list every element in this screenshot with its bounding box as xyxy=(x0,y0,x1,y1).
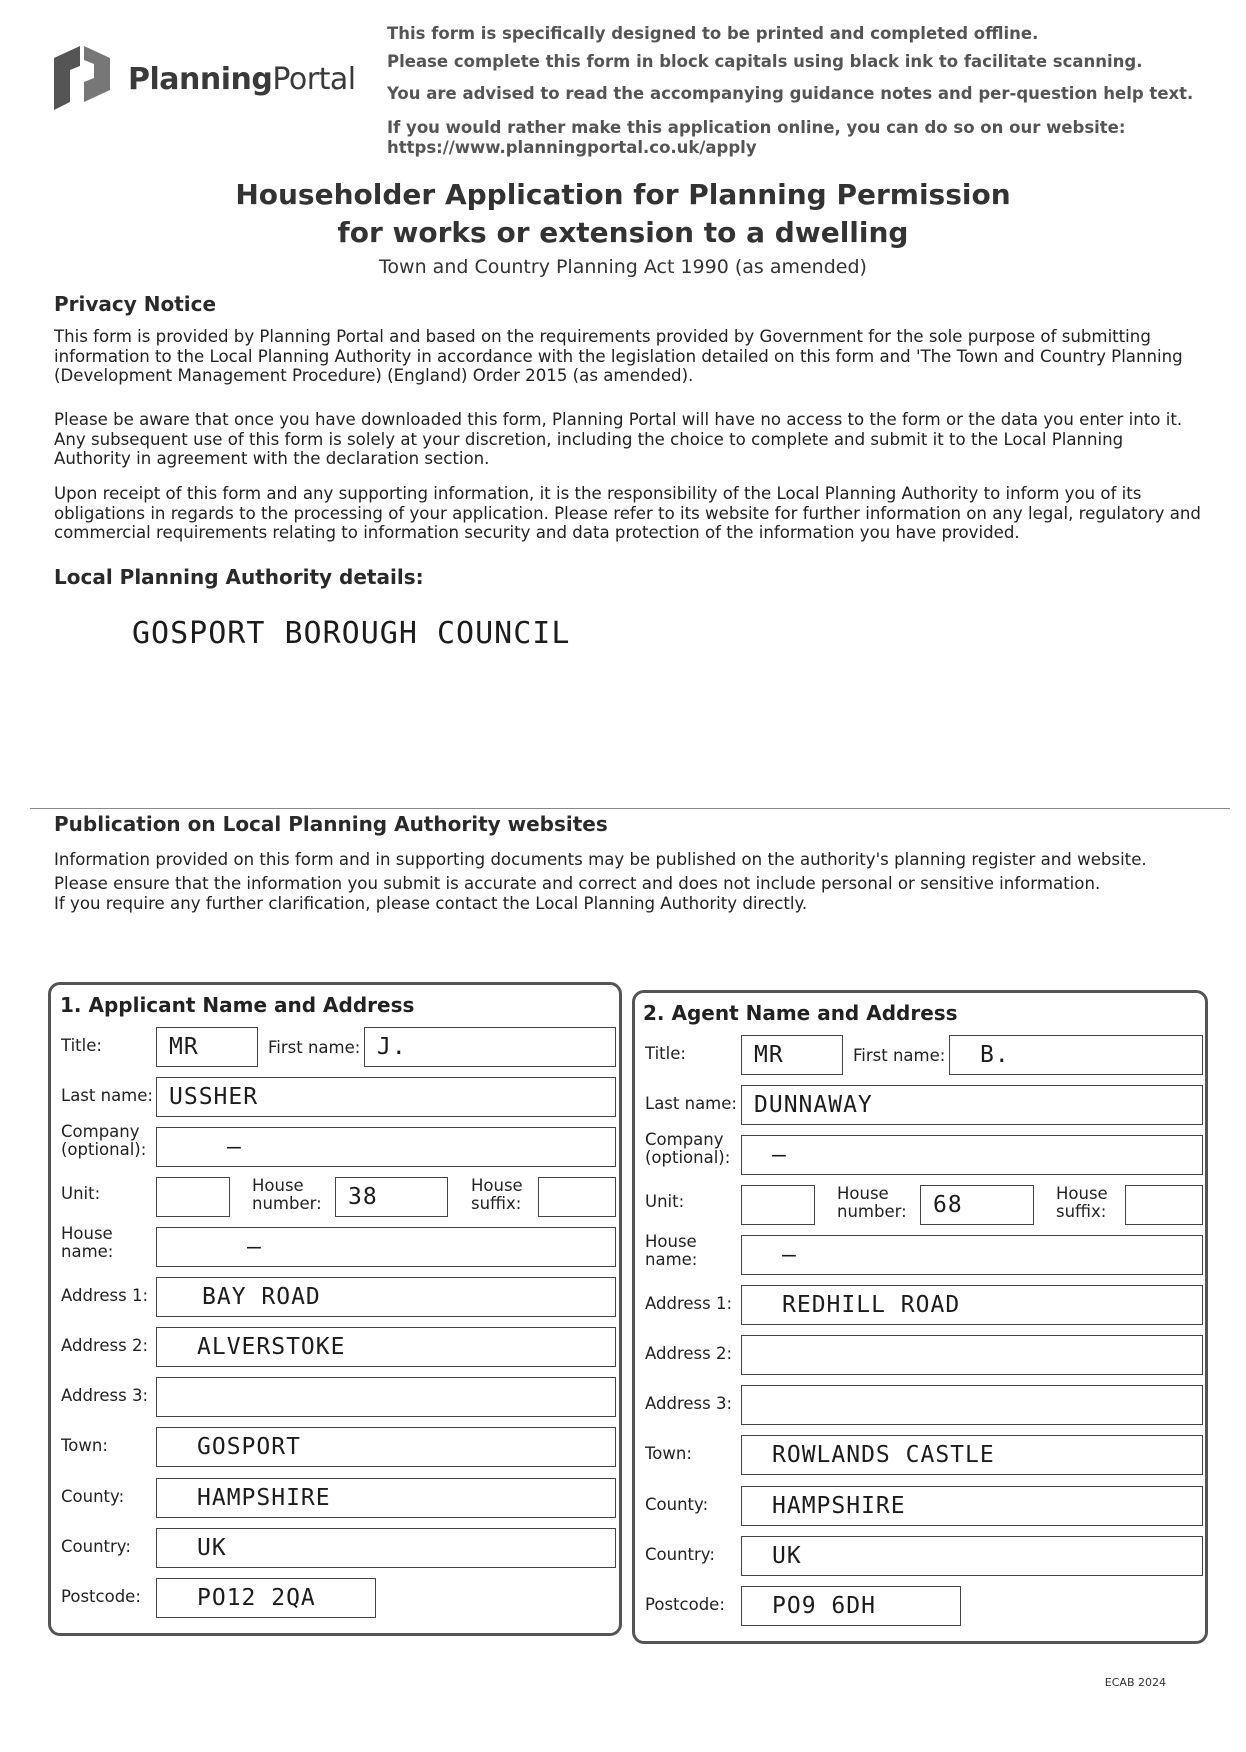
postcode-label: Postcode: xyxy=(61,1587,141,1606)
agent-address3-field[interactable] xyxy=(741,1385,1203,1425)
county-label: County: xyxy=(645,1495,709,1514)
lpa-heading: Local Planning Authority details: xyxy=(54,565,424,589)
guidance-note: You are advised to read the accompanying guidance notes and per-question help text. xyxy=(387,84,1194,103)
applicant-house-number-field[interactable]: 38 xyxy=(335,1177,448,1217)
house-suffix-label: House suffix: xyxy=(1056,1184,1108,1221)
lpa-value[interactable]: GOSPORT BOROUGH COUNCIL xyxy=(132,616,571,651)
first-name-label: First name: xyxy=(268,1038,361,1057)
privacy-paragraph-3: Upon receipt of this form and any supporting information, it is the responsibility of the Local Planning Authority to inform you of its obligations in regards to the processing of your application. Please refer to its website for further information on any legal, regulatory and commercial requirements relating to information security and data protection of the information you have provided. xyxy=(54,484,1201,542)
section-divider xyxy=(30,808,1230,809)
address1-label: Address 1: xyxy=(61,1286,149,1305)
form-title-line2: for works or extension to a dwelling xyxy=(337,216,909,249)
agent-first-name-field[interactable]: B. xyxy=(949,1035,1203,1075)
applicant-town-field[interactable]: GOSPORT xyxy=(156,1427,616,1467)
planning-portal-logo xyxy=(50,44,356,116)
agent-panel xyxy=(632,990,1208,1644)
agent-town-field[interactable]: ROWLANDS CASTLE xyxy=(741,1435,1203,1475)
address3-label: Address 3: xyxy=(61,1386,149,1405)
company-label: Company (optional): xyxy=(645,1130,731,1167)
online-note: If you would rather make this application online, you can do so on our website: xyxy=(387,118,1126,137)
house-suffix-label: House suffix: xyxy=(471,1176,523,1213)
act-subtitle: Town and Country Planning Act 1990 (as amended) xyxy=(379,256,867,278)
applicant-first-name-field[interactable]: J. xyxy=(364,1027,616,1067)
address2-label: Address 2: xyxy=(61,1336,149,1355)
address1-label: Address 1: xyxy=(645,1294,733,1313)
applicant-company-field[interactable]: — xyxy=(156,1127,616,1167)
agent-house-number-field[interactable]: 68 xyxy=(920,1185,1034,1225)
agent-heading: 2. Agent Name and Address xyxy=(643,1001,958,1025)
agent-company-field[interactable]: — xyxy=(741,1135,1203,1175)
agent-county-field[interactable]: HAMPSHIRE xyxy=(741,1486,1203,1526)
applicant-address2-field[interactable]: ALVERSTOKE xyxy=(156,1327,616,1367)
agent-postcode-field[interactable]: PO9 6DH xyxy=(741,1586,961,1626)
applicant-house-name-field[interactable]: — xyxy=(156,1227,616,1267)
applicant-house-suffix-field[interactable] xyxy=(538,1177,616,1217)
applicant-last-name-field[interactable]: USSHER xyxy=(156,1077,616,1117)
publication-heading: Publication on Local Planning Authority websites xyxy=(54,812,608,836)
offline-note: This form is specifically designed to be printed and completed offline. xyxy=(387,24,1039,43)
country-label: Country: xyxy=(645,1545,715,1564)
block-capitals-note: Please complete this form in block capitals using black ink to facilitate scanning. xyxy=(387,52,1143,71)
country-label: Country: xyxy=(61,1537,131,1556)
applicant-address3-field[interactable] xyxy=(156,1377,616,1417)
agent-country-field[interactable]: UK xyxy=(741,1536,1203,1576)
house-number-label: House number: xyxy=(252,1176,322,1213)
form-title-line1: Householder Application for Planning Permission xyxy=(235,178,1011,211)
address3-label: Address 3: xyxy=(645,1394,733,1413)
privacy-paragraph-1: This form is provided by Planning Portal and based on the requirements provided by Government for the sole purpose of submitting information to the Local Planning Authority in accordance with the legislation detailed on this form and 'The Town and Country Planning (Development Management Procedure) (England) Order 2015 (as amended). xyxy=(54,327,1183,385)
applicant-postcode-field[interactable]: PO12 2QA xyxy=(156,1578,376,1618)
last-name-label: Last name: xyxy=(61,1086,153,1105)
applicant-unit-field[interactable] xyxy=(156,1177,230,1217)
company-label: Company (optional): xyxy=(61,1122,147,1159)
applicant-heading: 1. Applicant Name and Address xyxy=(60,993,415,1017)
logo-wordmark: PlanningPortal xyxy=(128,62,356,97)
privacy-paragraph-2: Please be aware that once you have downloaded this form, Planning Portal will have no access to the form or the data you enter into it. Any subsequent use of this form is solely at your discretion, including the choice to complete and submit it to the Local Planning Authority in agreement with the declaration section. xyxy=(54,410,1183,468)
address2-label: Address 2: xyxy=(645,1344,733,1363)
postcode-label: Postcode: xyxy=(645,1595,725,1614)
house-number-label: House number: xyxy=(837,1184,907,1221)
privacy-heading: Privacy Notice xyxy=(54,292,217,316)
title-label: Title: xyxy=(61,1036,102,1055)
form-code: ECAB 2024 xyxy=(1104,1676,1166,1689)
agent-house-suffix-field[interactable] xyxy=(1125,1185,1203,1225)
town-label: Town: xyxy=(645,1444,692,1463)
apply-url: https://www.planningportal.co.uk/apply xyxy=(387,138,757,157)
applicant-panel xyxy=(48,982,622,1636)
last-name-label: Last name: xyxy=(645,1094,737,1113)
applicant-address1-field[interactable]: BAY ROAD xyxy=(156,1277,616,1317)
house-name-label: House name: xyxy=(61,1224,114,1261)
agent-address2-field[interactable] xyxy=(741,1335,1203,1375)
agent-unit-field[interactable] xyxy=(741,1185,815,1225)
publication-paragraph-3: If you require any further clarification, please contact the Local Planning Authority directly. xyxy=(54,894,808,913)
publication-paragraph-2: Please ensure that the information you submit is accurate and correct and does not include personal or sensitive information. xyxy=(54,874,1101,893)
applicant-title-field[interactable]: MR xyxy=(156,1027,258,1067)
agent-title-field[interactable]: MR xyxy=(741,1035,843,1075)
publication-paragraph-1: Information provided on this form and in supporting documents may be published on the authority's planning register and website. xyxy=(54,850,1147,869)
first-name-label: First name: xyxy=(853,1046,946,1065)
unit-label: Unit: xyxy=(645,1192,685,1211)
agent-last-name-field[interactable]: DUNNAWAY xyxy=(741,1085,1203,1125)
town-label: Town: xyxy=(61,1436,108,1455)
house-name-label: House name: xyxy=(645,1232,698,1269)
applicant-country-field[interactable]: UK xyxy=(156,1528,616,1568)
agent-house-name-field[interactable]: — xyxy=(741,1235,1203,1275)
applicant-county-field[interactable]: HAMPSHIRE xyxy=(156,1478,616,1518)
unit-label: Unit: xyxy=(61,1184,101,1203)
county-label: County: xyxy=(61,1487,125,1506)
agent-address1-field[interactable]: REDHILL ROAD xyxy=(741,1285,1203,1325)
title-label: Title: xyxy=(645,1044,686,1063)
planning-portal-logo-icon xyxy=(50,44,114,114)
